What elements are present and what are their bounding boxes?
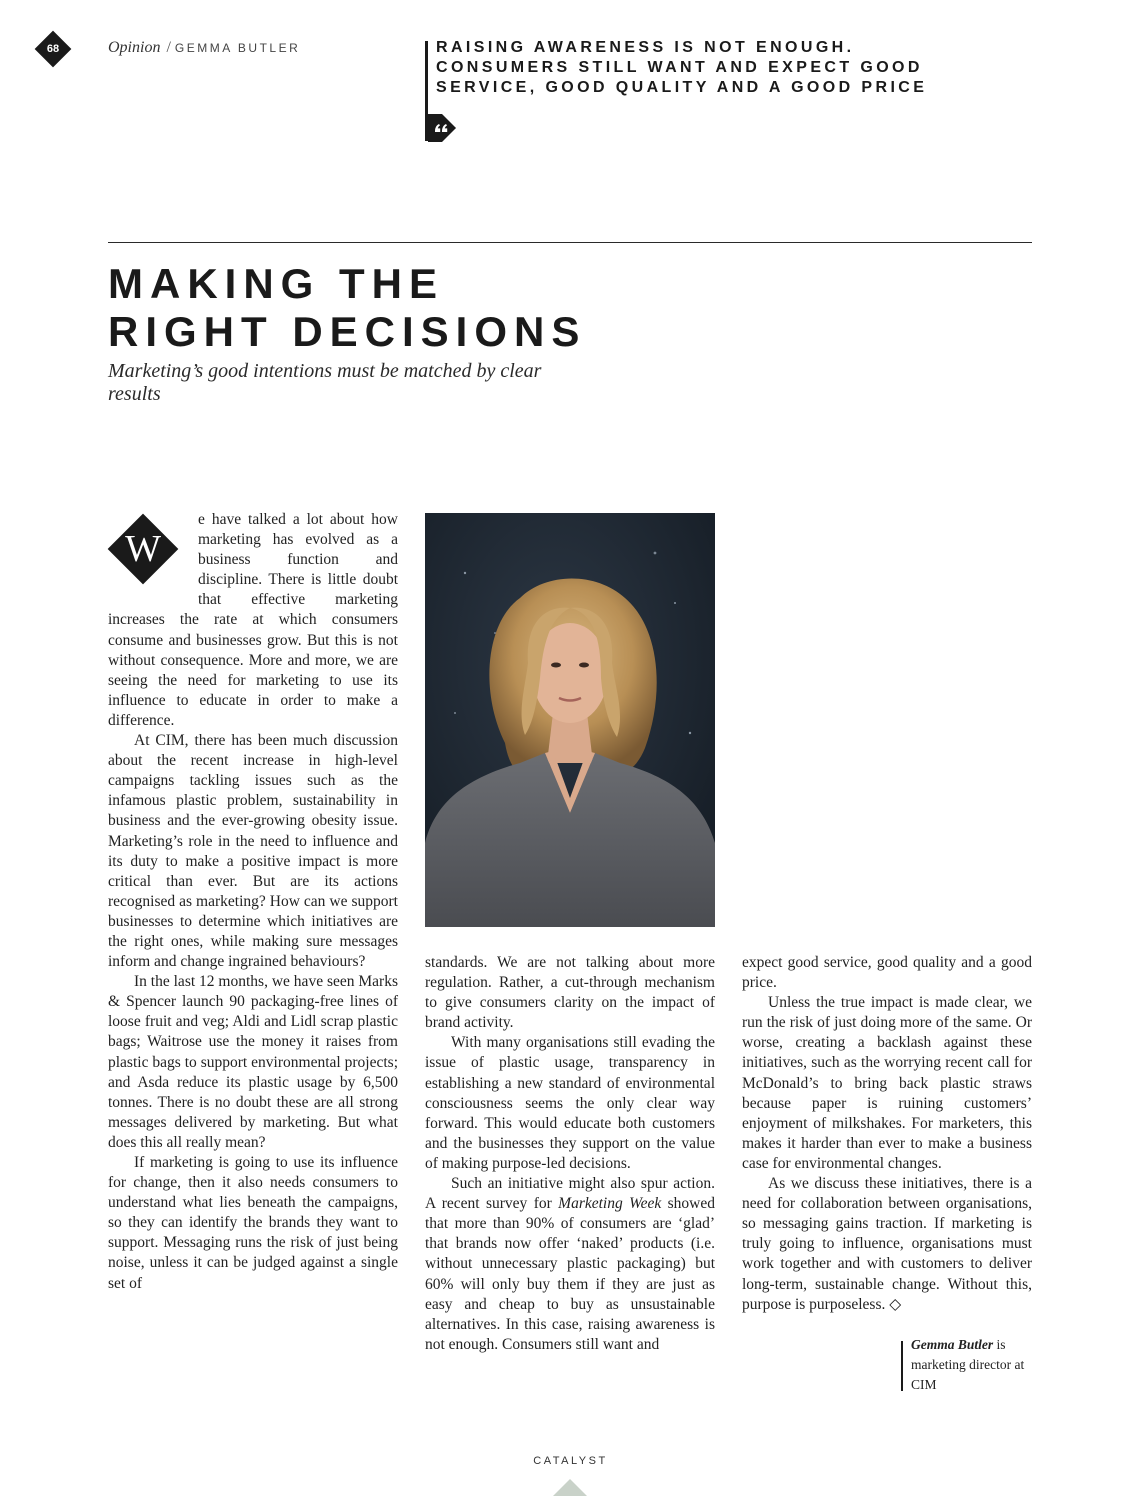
article-column-2 — [425, 953, 715, 1355]
paragraph: At CIM, there has been much discussion about the recent increase in high-level campaigns tackling issues such as the infamous plastic problem, sustainability in business and the ever-growing obesity issue. Marketing’s role in the need to influence and its duty to make a positive impact is more critical than ever. But are its actions recognised as marketing? How can we support businesses to determine which initiatives are the right ones, while making sure messages inform and change ingrained behaviours? — [108, 732, 398, 971]
footer-triangle — [553, 1479, 587, 1496]
headline — [108, 260, 586, 356]
paragraph-text: showed that more than 90% of consumers are ‘glad’ that brands now offer ‘naked’ products (i.e. without unnecessary plastic packaging) but 60% will only buy them if they are just as easy and cheap to buy as unsustainable alternatives. In this case, raising awareness is not enough. Consumers still want and — [425, 1195, 715, 1353]
page-number-badge — [35, 31, 72, 68]
section-name: Opinion — [108, 39, 161, 56]
paragraph: In the last 12 months, we have seen Marks & Spencer launch 90 packaging-free lines of loose fruit and veg; Aldi and Lidl scrap plastic bags; Waitrose use the money it raises from plastic bags to support environmental projects; and Asda reduce its plastic usage by 6,500 tonnes. There is no doubt these are all strong messages delivered by marketing. But what does this all really mean? — [108, 973, 398, 1151]
paragraph: If marketing is going to use its influence for change, then it also needs consumers to understand what lies beneath the campaigns, so they can identify the brands they want to support. Messaging runs the risk of just being noise, unless it can be judged against a single set of — [108, 1154, 398, 1292]
paragraph: Unless the true impact is made clear, we run the risk of just doing more of the same. Or worse, creating a backlash against these initiatives, such as the worrying recent call for McDonald’s to bring back plastic straws because paper is ruining customers’ enjoyment of milkshakes. For marketers, this makes it harder than ever to make a business case for environmental changes. — [742, 994, 1032, 1172]
header-rule — [108, 242, 1032, 243]
paragraph: With many organisations still evading the issue of plastic usage, transparency in establishing a new standard of environmental consciousness seems the only clear way forward. This would educate both customers and the businesses they support on the value of making purpose-led decisions. — [425, 1034, 715, 1172]
publication-title: Marketing Week — [558, 1195, 662, 1213]
drop-cap — [98, 510, 198, 610]
paragraph: expect good service, good quality and a good price. — [742, 954, 1032, 992]
paragraph-final — [742, 1174, 1032, 1315]
author-label: GEMMA BUTLER — [174, 41, 301, 55]
drop-cap-letter: W — [125, 528, 161, 570]
author-portrait — [425, 513, 715, 927]
bio-bar — [901, 1341, 903, 1391]
paragraph-text: As we discuss these initiatives, there is a need for collaboration between organisations, so messaging gains traction. If marketing is truly going to influence, organisations must work together and with customers to deliver long-term, sustainable change. Without this, purpose is purposeless. ◇ — [742, 1175, 1032, 1313]
headline-line-2: RIGHT DECISIONS — [108, 308, 587, 355]
bio-text: is marketing director at CIM — [911, 1337, 1025, 1392]
magazine-name: CATALYST — [533, 1455, 608, 1467]
quote-mark-icon — [428, 114, 456, 142]
paragraph-text: Such an initiative might also spur action. A recent survey for — [425, 1175, 715, 1213]
page-number: 68 — [46, 43, 60, 55]
standfirst: Marketing’s good intentions must be matched by clear results — [108, 360, 542, 405]
article-column-1 — [108, 510, 398, 1294]
paragraph: standards. We are not talking about more regulation. Rather, a cut-through mechanism to give consumers clarity on the impact of brand activity. — [425, 954, 715, 1032]
author-bio — [911, 1335, 1036, 1395]
headline-line-1: MAKING THE — [108, 260, 444, 307]
paragraph: e have talked a lot about how marketing has evolved as a business function and discipline. There is little doubt that effective marketing increases the rate at which consumers consume and businesses grow. But this is not without consequence. More and more, we are seeing the need for marketing to use its influence to educate in order to make a difference. — [108, 511, 398, 729]
bio-name: Gemma Butler — [911, 1337, 994, 1352]
paragraph — [425, 1174, 715, 1355]
pull-quote: RAISING AWARENESS IS NOT ENOUGH. CONSUMERS STILL WANT AND EXPECT GOOD SERVICE, GOOD QUALITY AND A GOOD PRICE — [436, 39, 928, 96]
section-label: Opinion / GEMMA BUTLER — [108, 39, 301, 56]
